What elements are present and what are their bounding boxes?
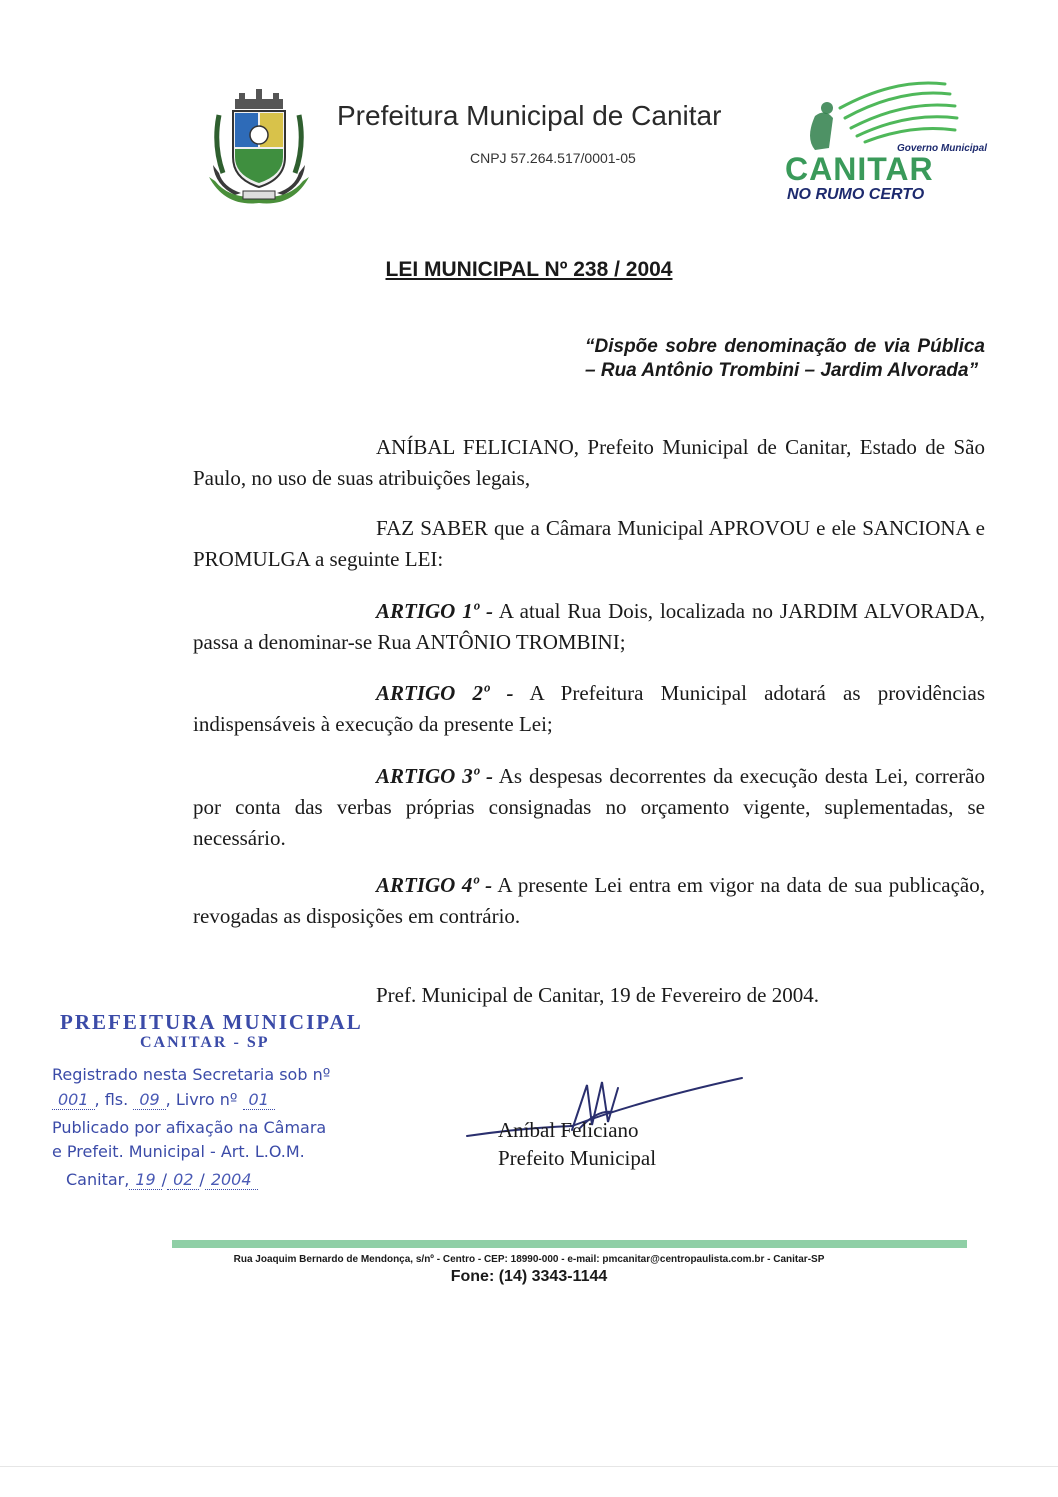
- faz-saber-paragraph: FAZ SABER que a Câmara Municipal APROVOU e ele SANCIONA e PROMULGA a seguinte LEI:: [193, 516, 985, 571]
- stamp-subheading: CANITAR - SP: [140, 1034, 270, 1051]
- organization-name: Prefeitura Municipal de Canitar: [337, 100, 722, 131]
- signer-role: Prefeito Municipal: [498, 1146, 657, 1170]
- logo-top-text: Governo Municipal: [897, 143, 988, 154]
- article-1: [193, 596, 985, 658]
- registration-stamp: [48, 1008, 388, 1203]
- stamp-livro-value: 01: [243, 1090, 275, 1110]
- stamp-publication-text: Publicado por afixação na Câmara: [52, 1118, 327, 1137]
- date-line: Pref. Municipal de Canitar, 19 de Fevereiro de 2004.: [376, 983, 819, 1007]
- stamp-livro-label: , Livro nº: [165, 1090, 238, 1109]
- article-3-label: ARTIGO 3º -: [376, 764, 493, 788]
- stamp-heading: PREFEITURA MUNICIPAL: [60, 1010, 363, 1034]
- footer-address: Rua Joaquim Bernardo de Mendonça, s/nº - Centro - CEP: 18990-000 - e-mail: pmcanitar@centropaulista.com.br - Canitar-SP: [233, 1254, 825, 1265]
- stamp-registration-line: [52, 1090, 275, 1109]
- article-3-text: As despesas decorrentes da execução desta Lei, correrão por conta das verbas próprias consignadas no orçamento vigente, suplementadas, se necessário.: [193, 764, 985, 850]
- article-2-text: A Prefeitura Municipal adotará as providências indispensáveis à execução da presente Lei;: [193, 681, 985, 736]
- footer-divider: [172, 1240, 967, 1248]
- stamp-date-line: Canitar, 19 / 02 / 2004: [66, 1170, 258, 1189]
- article-2: [193, 678, 985, 740]
- signer-name: Aníbal Feliciano: [498, 1118, 639, 1142]
- article-3: [193, 761, 985, 854]
- stamp-fls-label: , fls.: [94, 1090, 129, 1109]
- stamp-registered-text: Registrado nesta Secretaria sob nº: [52, 1065, 331, 1084]
- article-1-label: ARTIGO 1º -: [376, 599, 493, 623]
- canitar-logo: [785, 78, 988, 203]
- logo-name: CANITAR: [785, 151, 934, 187]
- law-ementa: “Dispõe sobre denominação de via Pública – Rua Antônio Trombini – Jardim Alvorada”: [585, 336, 985, 381]
- intro-paragraph: ANÍBAL FELICIANO, Prefeito Municipal de Canitar, Estado de São Paulo, no uso de suas atribuições legais,: [193, 435, 985, 490]
- article-4-label: ARTIGO 4º -: [376, 873, 493, 897]
- cnpj-number: CNPJ 57.264.517/0001-05: [470, 150, 636, 166]
- stamp-day: 19: [129, 1170, 161, 1190]
- stamp-reg-number: 001: [52, 1090, 95, 1110]
- footer-phone: Fone: (14) 3343-1144: [450, 1268, 608, 1285]
- article-4-text: A presente Lei entra em vigor na data de sua publicação, revogadas as disposições em contrário.: [193, 873, 985, 928]
- scan-edge-line: [0, 1466, 1058, 1467]
- article-1-text: A atual Rua Dois, localizada no JARDIM ALVORADA, passa a denominar-se Rua ANTÔNIO TROMBINI;: [193, 599, 985, 654]
- article-4: [193, 870, 985, 932]
- stamp-fls-value: 09: [133, 1090, 165, 1110]
- stamp-article-text: e Prefeit. Municipal - Art. L.O.M.: [52, 1142, 305, 1161]
- stamp-date-label: Canitar,: [66, 1170, 130, 1189]
- article-2-label: ARTIGO 2º -: [376, 681, 514, 705]
- stamp-month: 02: [167, 1170, 199, 1190]
- logo-slogan: NO RUMO CERTO: [787, 186, 925, 203]
- law-title: LEI MUNICIPAL Nº 238 / 2004: [385, 258, 673, 281]
- stamp-year: 2004: [205, 1170, 258, 1190]
- coat-of-arms-image: [205, 85, 313, 210]
